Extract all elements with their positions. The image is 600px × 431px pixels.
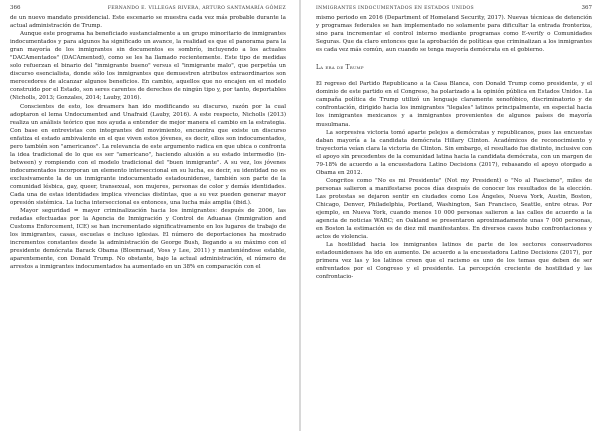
paragraph: Congritos como "No es mi Presidente" (Not my President) o "No al Fascismo", miles de personas salieron a manifestarse pocos días después de conocer los resultados de la elección. Las protestas se dejaron sentir en ciudades como Los Ángeles, Nueva York, Austin, Boston, Chicago, Denver, Philadelphia, Portland, Washington, San Francisco, Seattle, entre otras. Por ejemplo, en Nueva York, cuando menos 10 000 personas salieron a las calles de acuerdo a la agencia de noticias WABC; en Oakland se presentaron aproximadamente unas 7 000 personas, en Boston la estimación es de diez mil manifestantes. En diversos casos hubo confrontaciones y actos de violencia.	[316, 177, 592, 241]
paragraph: Conscientes de esto, los dreamers han ido modificando su discurso, razón por la cual adoptaron el lema Undocumented and Unafraid (Lauby, 2016). A este respecto, Nicholls (2013) realiza un análisis teórico que nos ayuda a entender de mejor manera el cambio en la estrategia. Con base en entrevistas con integrantes del movimiento, encuentra que existe un discurso enfatiza el estado ambivalente en el que viven estos jóvenes, es decir, ellos son indocumentados, pero también son "americanos". La relevancia de este argumento radica en que ubica o confronta la idea tradicional de lo que es ser "americano", haciendo alusión a su estado intermedio (in-between) y rompiendo con el modelo tradicional del "buen inmigrante". A su vez, los jóvenes indocumentados incorporan un elemento interseccional en su lucha, es decir, su identidad no es exclusivamente la de un inmigrante indocumentado estadounidense, también son parte de la comunidad lésbica, gay, queer, transexual, son mujeres, personas de color y demás identidades. Cada una de estas identidades implica vivencias distintas, que a su vez pueden generar mayor opresión sistémica. La lucha interseccional es entonces, una lucha más amplia (ibid.).	[10, 103, 286, 207]
paragraph: La hostilidad hacia los inmigrantes latinos de parte de los sectores conservadores estadounidenses ha ido en aumento. De acuerdo a la encuestadora Latino Decisions (2017), por primera vez las y los latinos creen que el racismo es uno de los temas que deben de ser enfrentados por el Congreso y el presidente. La percepción creciente de hostilidad y las confrontacio-	[316, 242, 592, 281]
paragraph: La sorpresiva victoria tomó aparte pelejos a demócratas y republicanos, pues las encuestas daban mayoría a la candidata demócrata Hillary Clinton. Académicos de reconocimiento y trayectoria veían clara la victoria de Clinton. Sin embargo, el resultado fue distinto, inclusive con el apoyo sin precedentes de la comunidad latina hacia la candidata demócrata, con un margen de 79-18% de acuerdo a la encuestadora Latino Decisions (2017), rebasando el apoyo otorgado a Obama en 2012.	[316, 129, 592, 176]
section-title: La era de Trump	[316, 64, 364, 72]
paragraph: Mayor seguridad = mayor criminalización hacia los inmigrantes: después de 2006, las redadas efectuadas por la Agencia de Inmigración y Control de Aduanas (Immigration and Customs Enforcement, ICE) se han incrementado significativamente en los lugares de trabajo de los inmigrantes, casas, escuelas e incluso iglesias. El número de deportaciones ha mostrado incrementos constantes desde la administración de George Bush, llegando a su máximo con el presidente demócrata Barack Obama (Bloemraad, Voss y Lee, 2011) y manteniéndose estable, aparentemente, con Donald Trump. No obstante, bajo la actual administración, el número de arrestos a inmigrantes indocumentados ha aumentado en un 38% en comparación con el	[10, 208, 286, 271]
left-page-header	[10, 2, 286, 14]
paragraph: mismo periodo en 2016 (Department of Homeland Security, 2017). Nuevas técnicas de detención y programas federales se han implementado no solamente para dificultar la entrada fronteriza, sino para incrementar el control interno mediante programas como E-verify o Comunidades Seguras. Que da claro entonces que la aprobación de políticas que criminalizan a los inmigrantes es cada vez más común, aun cuando se tenga mayoría demócrata en el gobierno.	[316, 15, 592, 54]
left-page-body	[10, 14, 286, 272]
paragraph: El regreso del Partido Republicano a la Casa Blanca, con Donald Trump como presidente, y el dominio de este partido en el Congreso, ha polarizado a la opinión pública en Estados Unidos. La campaña política de Trump utilizó un lenguaje claramente xenofóbico, discriminatorio y de confrontación, dirigido hacia los inmigrantes "ilegales" latinos principalmente, en especial hacia los inmigrantes mexicanos y a inmigrantes provenientes de algunos países de mayoría musulmana.	[316, 81, 592, 128]
right-page-header	[316, 2, 592, 14]
section-heading	[316, 64, 592, 72]
right-running-head: INMIGRANTES INDOCUMENTADOS EN ESTADOS UNIDOS	[316, 6, 474, 11]
paragraph: Aunque este programa ha beneficiado sustancialmente a un grupo minoritario de inmigrantes indocumentados y para algunos ha significado un avance, la realidad es que el panorama para la gran mayoría de los inmigrantes sin documentos es sombrío, incluyendo a los actuales "DACAmentados" (DACAmented), como se les ha llamado recientemente. Este tipo de medidas solo refuerzan el binario del "inmigrante bueno" versus el "inmigrante malo", que perpetúa un discurso esencialista, donde sólo los inmigrantes que demuestren atributos extraordinarios son merecedores de alcanzar algunos beneficios. En cambio, aquellos que no encajen en el modelo construido por el Estado, son seres carentes de derechos de ningún tipo y, por tanto, deportables (Nicholls, 2013; Gonzales, 2014; Lauby, 2016).	[10, 31, 286, 102]
left-page-number: 366	[10, 5, 21, 11]
right-page-body	[316, 14, 592, 281]
right-page-number: 367	[581, 5, 592, 11]
right-page	[300, 0, 600, 431]
paragraph: de un nuevo mandato presidencial. Este escenario se muestra cada vez más probable durante la actual administración de Trump.	[10, 15, 286, 30]
left-running-head: FERNANDO E. VILLEGAS RIVERA, ARTURO SANTAMARÍA GÓMEZ	[107, 6, 286, 11]
